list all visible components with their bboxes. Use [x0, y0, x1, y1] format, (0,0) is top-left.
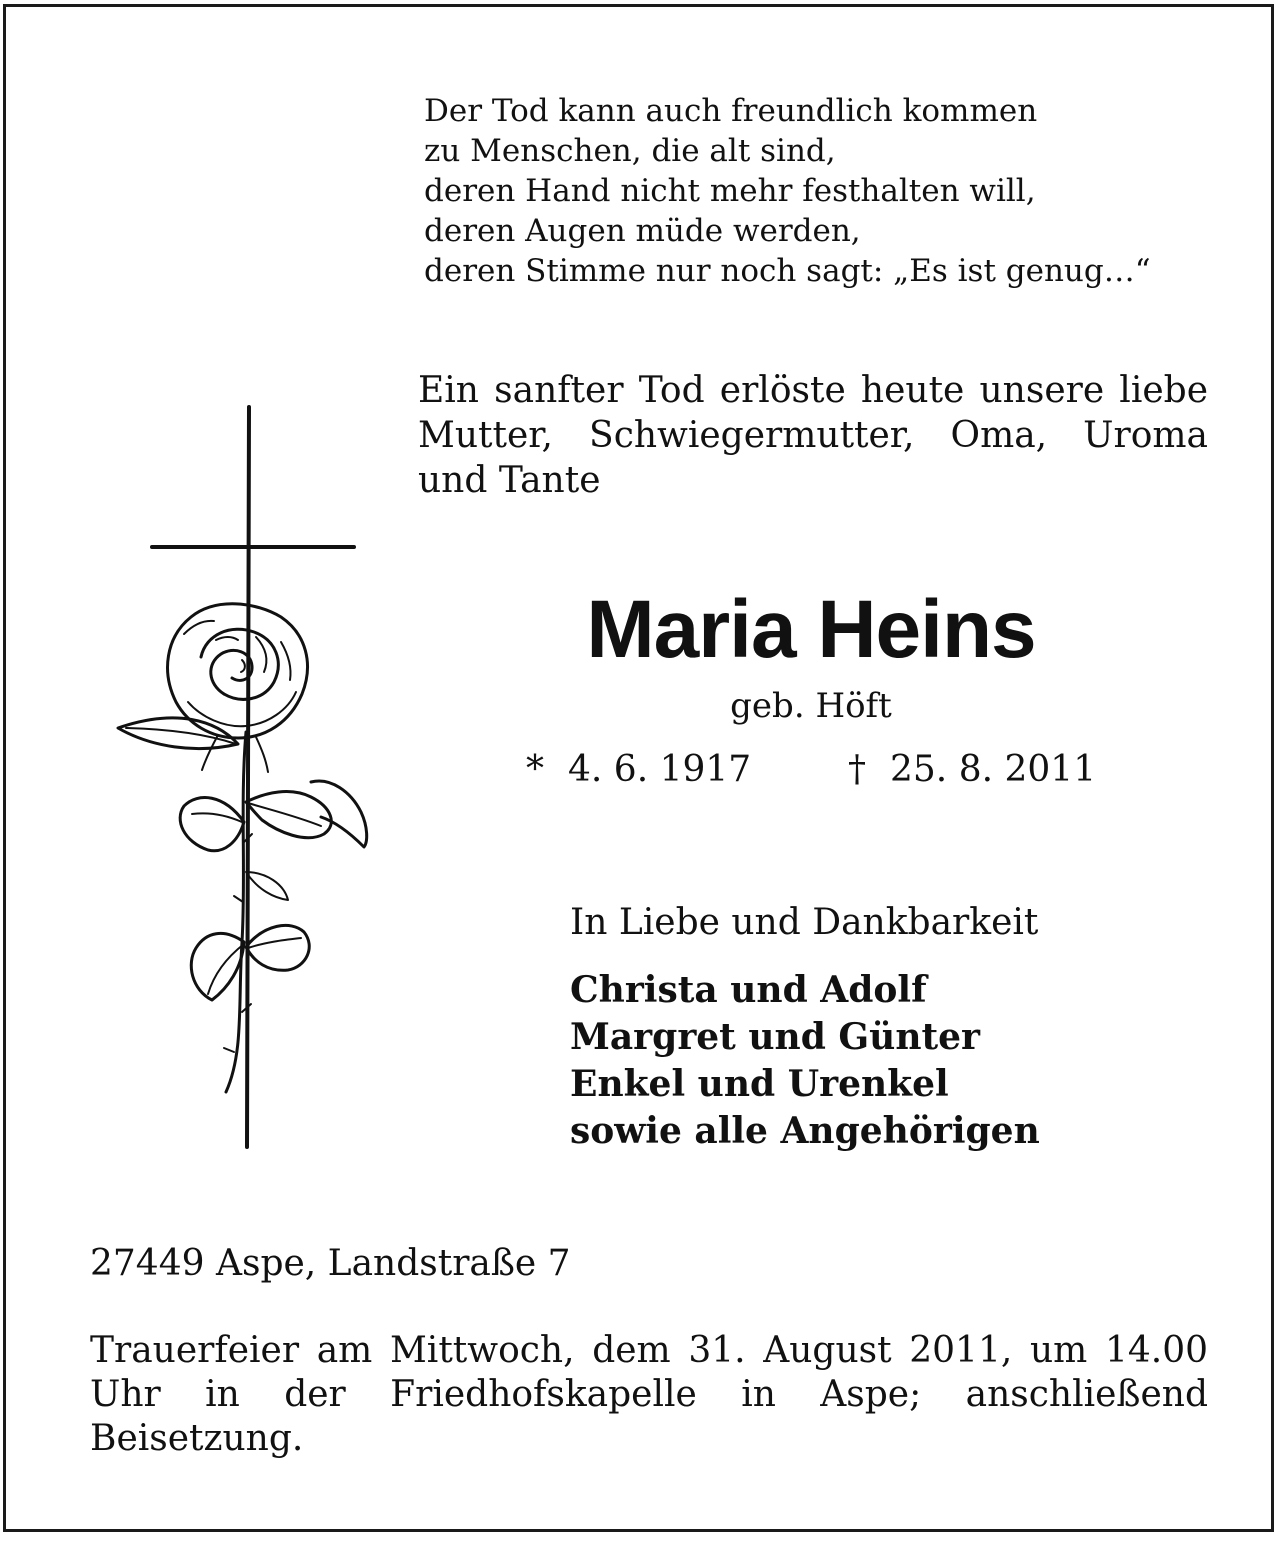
birth-date-line [526, 747, 751, 793]
poem-line: Der Tod kann auch freundlich kommen [424, 93, 1038, 129]
death-date: 25. 8. 2011 [890, 749, 1097, 790]
poem-line: zu Menschen, die alt sind, [424, 133, 836, 169]
announcement-text: Ein sanfter Tod erlöste heute unsere liebe Mutter, Schwiegermutter, Oma, Uroma und Tante [418, 370, 1208, 501]
poem-line: deren Hand nicht mehr festhalten will, [424, 173, 1036, 209]
closing-line: In Liebe und Dankbarkeit [570, 902, 1039, 943]
cross-with-rose-icon [106, 402, 386, 1152]
mourner: Christa und Adolf [570, 969, 927, 1011]
death-symbol: † [848, 749, 866, 790]
birth-symbol: * [526, 749, 544, 790]
deceased-name: Maria Heins [586, 584, 1036, 675]
address: 27449 Aspe, Landstraße 7 [90, 1243, 571, 1284]
death-date-line [848, 747, 1096, 793]
birth-name: geb. Höft [730, 686, 892, 726]
birth-date: 4. 6. 1917 [568, 749, 752, 790]
mourners-list [570, 967, 1040, 1155]
funeral-service-info: Trauerfeier am Mittwoch, dem 31. August 2011, um 14.00 Uhr in der Friedhofskapelle in Aspe; anschließend Beisetzung. [90, 1330, 1208, 1459]
mourner: Margret und Günter [570, 1016, 980, 1058]
mourner: Enkel und Urenkel [570, 1063, 949, 1105]
obituary-frame [3, 4, 1274, 1532]
poem-line: deren Stimme nur noch sagt: „Es ist genug…“ [424, 253, 1151, 289]
poem [424, 91, 1151, 291]
poem-line: deren Augen müde werden, [424, 213, 861, 249]
mourner: sowie alle Angehörigen [570, 1110, 1040, 1152]
